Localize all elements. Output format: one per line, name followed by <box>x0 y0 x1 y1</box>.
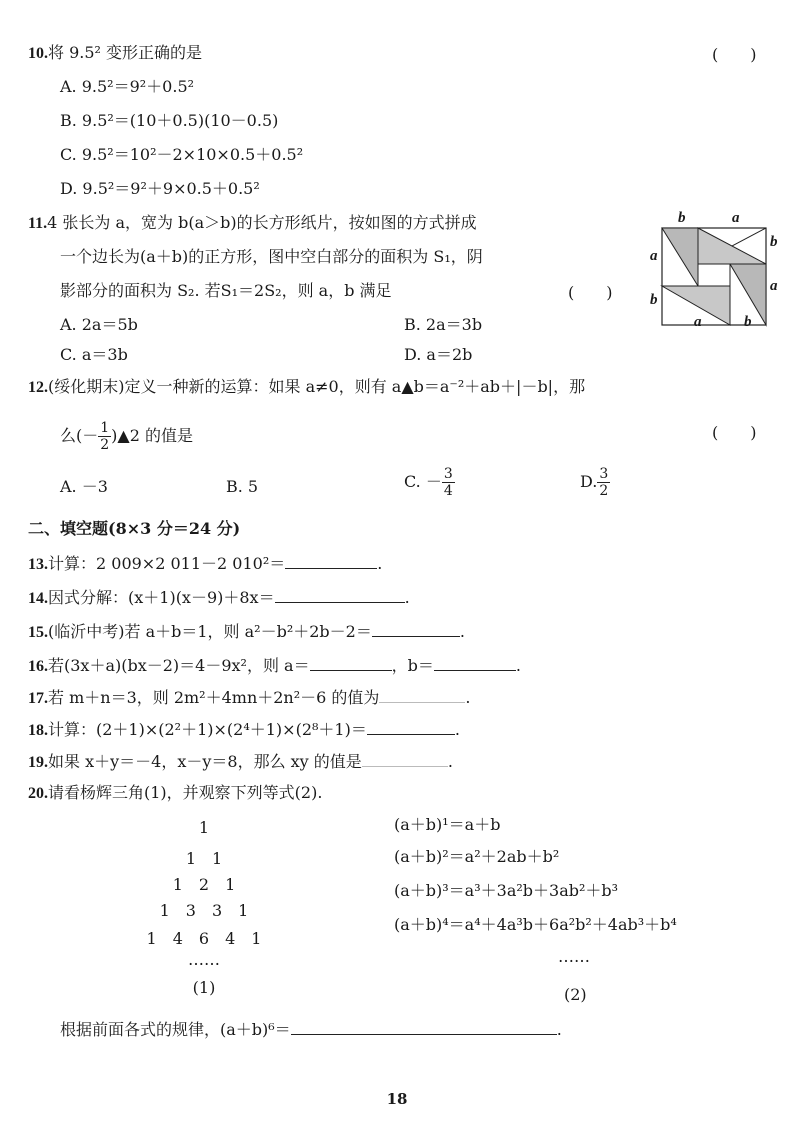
q16-answer-blank-b[interactable] <box>434 654 516 671</box>
q11-text-1: 4 张长为 a，宽为 b(a＞b)的长方形纸片，按如图的方式拼成 <box>47 213 477 232</box>
equation-ellipsis: …… <box>558 947 590 966</box>
page-number: 18 <box>386 1090 408 1108</box>
q12-option-b[interactable]: B. 5 <box>226 477 259 496</box>
q19 <box>28 750 453 774</box>
q12-frac-den: 2 <box>100 437 110 453</box>
q14-end: . <box>404 588 410 607</box>
q19-text: 如果 x＋y＝－4，x－y＝8，那么 xy 的值是 <box>48 752 362 771</box>
q13-number: 13. <box>28 556 48 573</box>
q18-text: 计算：(2＋1)×(2²＋1)×(2⁴＋1)×(2⁸＋1)＝ <box>48 720 367 739</box>
q18 <box>28 718 460 742</box>
q11-label-right-a: a <box>770 278 778 294</box>
q10-option-c[interactable]: C. 9.5²＝10²－2×10×0.5＋0.5² <box>60 145 304 164</box>
q10-option-a[interactable]: A. 9.5²＝9²＋0.5² <box>60 77 195 96</box>
q10-option-d[interactable]: D. 9.5²＝9²＋9×0.5＋0.5² <box>60 179 260 198</box>
q16-mid: ，b＝ <box>391 656 434 675</box>
q11-label-top-a: a <box>732 210 740 226</box>
q11-square-diagram <box>648 210 788 335</box>
q17-text: 若 m＋n＝3，则 2m²＋4mn＋2n²－6 的值为 <box>48 688 380 707</box>
q11-label-bottom-a: a <box>694 314 702 330</box>
q10-stem <box>28 42 202 65</box>
q12-option-c-frac <box>442 466 455 499</box>
equation-3: (a＋b)³＝a³＋3a²b＋3ab²＋b³ <box>394 881 619 900</box>
q11-label-left-b: b <box>650 292 658 308</box>
q12-option-c-pre: C. － <box>404 472 442 491</box>
q12-fraction <box>98 420 111 453</box>
q16-end: . <box>515 656 521 675</box>
triangle-label: (1) <box>192 978 216 997</box>
q11-line2: 一个边长为(a＋b)的正方形，图中空白部分的面积为 S₁，阴 <box>60 247 483 266</box>
q18-number: 18. <box>28 722 48 739</box>
q16-text: 若(3x＋a)(bx－2)＝4－9x²，则 a＝ <box>48 656 310 675</box>
q11-option-a[interactable]: A. 2a＝5b <box>60 315 138 334</box>
q20-text: 请看杨辉三角(1)，并观察下列等式(2). <box>48 783 323 802</box>
q12-option-c-num: 3 <box>443 466 453 482</box>
q12-option-d-frac <box>597 466 610 499</box>
q10-answer-paren[interactable]: ( ) <box>712 45 757 64</box>
equation-2: (a＋b)²＝a²＋2ab＋b² <box>394 847 560 866</box>
q16-number: 16. <box>28 658 48 675</box>
q12-number: 12. <box>28 379 48 396</box>
q15-text: (临沂中考)若 a＋b＝1，则 a²－b²＋2b－2＝ <box>48 622 372 641</box>
triangle-row-3: 1 2 1 <box>172 875 236 894</box>
q20-end: . <box>556 1020 562 1039</box>
q11-option-c[interactable]: C. a＝3b <box>60 345 128 364</box>
triangle-row-5: 1 4 6 4 1 <box>146 929 262 948</box>
q14 <box>28 586 410 610</box>
q11-label-top-b: b <box>678 210 686 226</box>
q11-label-left-a: a <box>650 248 658 264</box>
q13-text: 计算：2 009×2 011－2 010²＝ <box>48 554 286 573</box>
q17-end: . <box>465 688 471 707</box>
triangle-row-4: 1 3 3 1 <box>159 901 249 920</box>
q11-label-bottom-b: b <box>744 314 752 330</box>
q13 <box>28 552 382 576</box>
q19-answer-blank[interactable] <box>362 750 448 767</box>
equation-4: (a＋b)⁴＝a⁴＋4a³b＋6a²b²＋4ab³＋b⁴ <box>394 915 677 934</box>
q12-answer-paren[interactable]: ( ) <box>712 423 757 442</box>
equation-label: (2) <box>564 985 587 1004</box>
q12-line1 <box>28 376 585 399</box>
q18-end: . <box>454 720 460 739</box>
triangle-row-1: 1 <box>198 818 210 837</box>
q12-option-c[interactable] <box>404 466 455 499</box>
q14-number: 14. <box>28 590 48 607</box>
q12-frac-num: 1 <box>100 420 110 436</box>
q11-line1 <box>28 212 477 235</box>
q11-answer-paren[interactable]: ( ) <box>568 283 613 302</box>
q17-answer-blank[interactable] <box>379 686 465 703</box>
q20-number: 20. <box>28 785 48 802</box>
q14-text: 因式分解：(x＋1)(x－9)＋8x＝ <box>48 588 275 607</box>
q17 <box>28 686 471 710</box>
q18-answer-blank[interactable] <box>367 718 455 735</box>
q12-line2 <box>60 420 193 453</box>
q20 <box>28 782 322 805</box>
q20-final <box>60 1018 562 1041</box>
q19-number: 19. <box>28 754 48 771</box>
q14-answer-blank[interactable] <box>275 586 405 603</box>
q12-option-c-den: 4 <box>443 483 453 499</box>
q13-answer-blank[interactable] <box>285 552 377 569</box>
q20-final-text: 根据前面各式的规律，(a＋b)⁶＝ <box>60 1020 291 1039</box>
q13-end: . <box>377 554 383 573</box>
q19-end: . <box>447 752 453 771</box>
q15-end: . <box>459 622 465 641</box>
q12-option-d-den: 2 <box>599 483 609 499</box>
q12-option-d-num: 3 <box>599 466 609 482</box>
q11-line3: 影部分的面积为 S₂. 若S₁＝2S₂，则 a，b 满足 <box>60 281 392 300</box>
q20-answer-blank[interactable] <box>291 1018 557 1035</box>
q15-answer-blank[interactable] <box>372 620 460 637</box>
q10-number: 10. <box>28 45 48 62</box>
q15-number: 15. <box>28 624 48 641</box>
q15 <box>28 620 465 644</box>
triangle-row-2: 1 1 <box>185 849 223 868</box>
q16 <box>28 654 521 678</box>
q16-answer-blank-a[interactable] <box>310 654 392 671</box>
q11-option-b[interactable]: B. 2a＝3b <box>404 315 483 334</box>
q12-line2-pre: 么(－ <box>60 426 99 445</box>
equation-1: (a＋b)¹＝a＋b <box>394 815 501 834</box>
q12-text-1: (绥化期末)定义一种新的运算：如果 a≠0，则有 a▲b＝a⁻²＋ab＋|－b|，那 <box>48 377 586 396</box>
q12-line2-post: )▲2 的值是 <box>111 426 193 445</box>
q12-option-a[interactable]: A. －3 <box>60 477 108 496</box>
section-2-heading: 二、填空题(8×3 分＝24 分) <box>28 519 241 538</box>
q12-option-d[interactable] <box>580 466 610 499</box>
q11-number: 11. <box>28 215 48 232</box>
q10-text: 将 9.5² 变形正确的是 <box>48 43 203 62</box>
q10-option-b[interactable]: B. 9.5²＝(10＋0.5)(10－0.5) <box>60 111 279 130</box>
q17-number: 17. <box>28 690 48 707</box>
q12-option-d-pre: D. <box>580 472 598 491</box>
q11-figure <box>648 210 788 335</box>
triangle-ellipsis: …… <box>188 950 220 969</box>
q11-label-right-b: b <box>770 234 778 250</box>
q11-option-d[interactable]: D. a＝2b <box>404 345 473 364</box>
